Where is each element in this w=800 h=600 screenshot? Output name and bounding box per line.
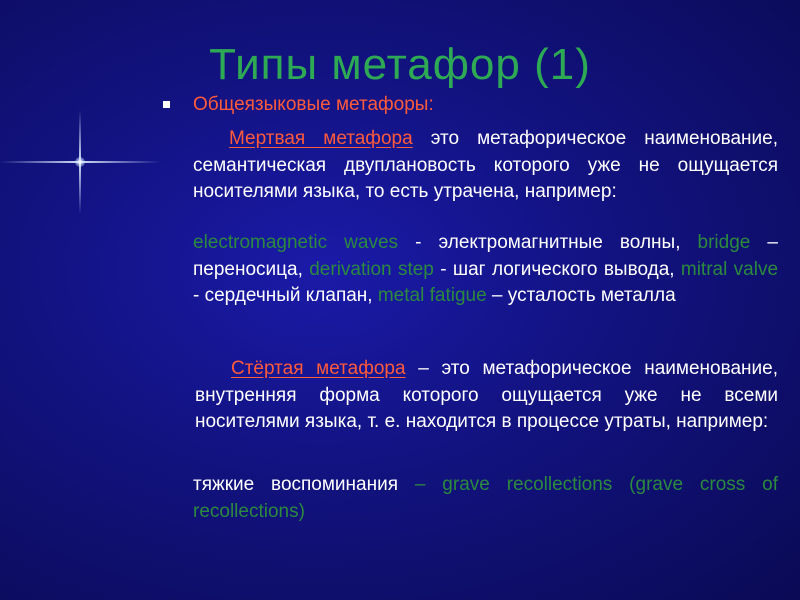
example-ru-2: – переносица,	[193, 232, 778, 280]
dead-metaphor-paragraph	[193, 126, 778, 206]
example-en-3: derivation step	[309, 258, 434, 280]
example-en-1: electromagnetic waves	[193, 232, 399, 253]
example-en-5: metal fatigue	[377, 285, 487, 306]
slide-title: Типы метафор (1)	[209, 40, 591, 89]
dead-metaphor-definition: это метафорическое наименование, семантическая двуплановость которого уже не ощущается носителями языка, то есть утрачена, например:	[193, 128, 778, 202]
example-en-2: bridge	[697, 232, 751, 253]
example-ru-1: - электромагнитные волны,	[398, 232, 698, 253]
example-en-4: mitral valve	[680, 258, 779, 280]
erased-metaphor-definition: – это метафорическое наименование, внутренняя форма которого ощущается уже не всеми носителями языка, т. е. находится в процессе утраты, например:	[195, 358, 778, 432]
erased-metaphor-example	[193, 472, 778, 525]
dead-metaphor-examples	[193, 230, 778, 310]
sparkle-core	[75, 157, 85, 167]
erased-example-ru: тяжкие воспоминания	[193, 474, 415, 495]
example-ru-4: - сердечный клапан,	[193, 285, 378, 306]
erased-metaphor-term: Стёртая метафора	[231, 358, 406, 379]
dead-metaphor-term: Мертвая метафора	[229, 128, 413, 149]
example-ru-5: – усталость металла	[486, 285, 676, 306]
bullet-square-icon	[163, 101, 170, 108]
subheading: Общеязыковые метафоры:	[193, 94, 434, 115]
erased-metaphor-paragraph	[195, 356, 778, 436]
example-ru-3: - шаг логического вывода,	[433, 258, 681, 280]
erased-example-en: – grave recollections (grave cross of recollections)	[193, 474, 779, 522]
